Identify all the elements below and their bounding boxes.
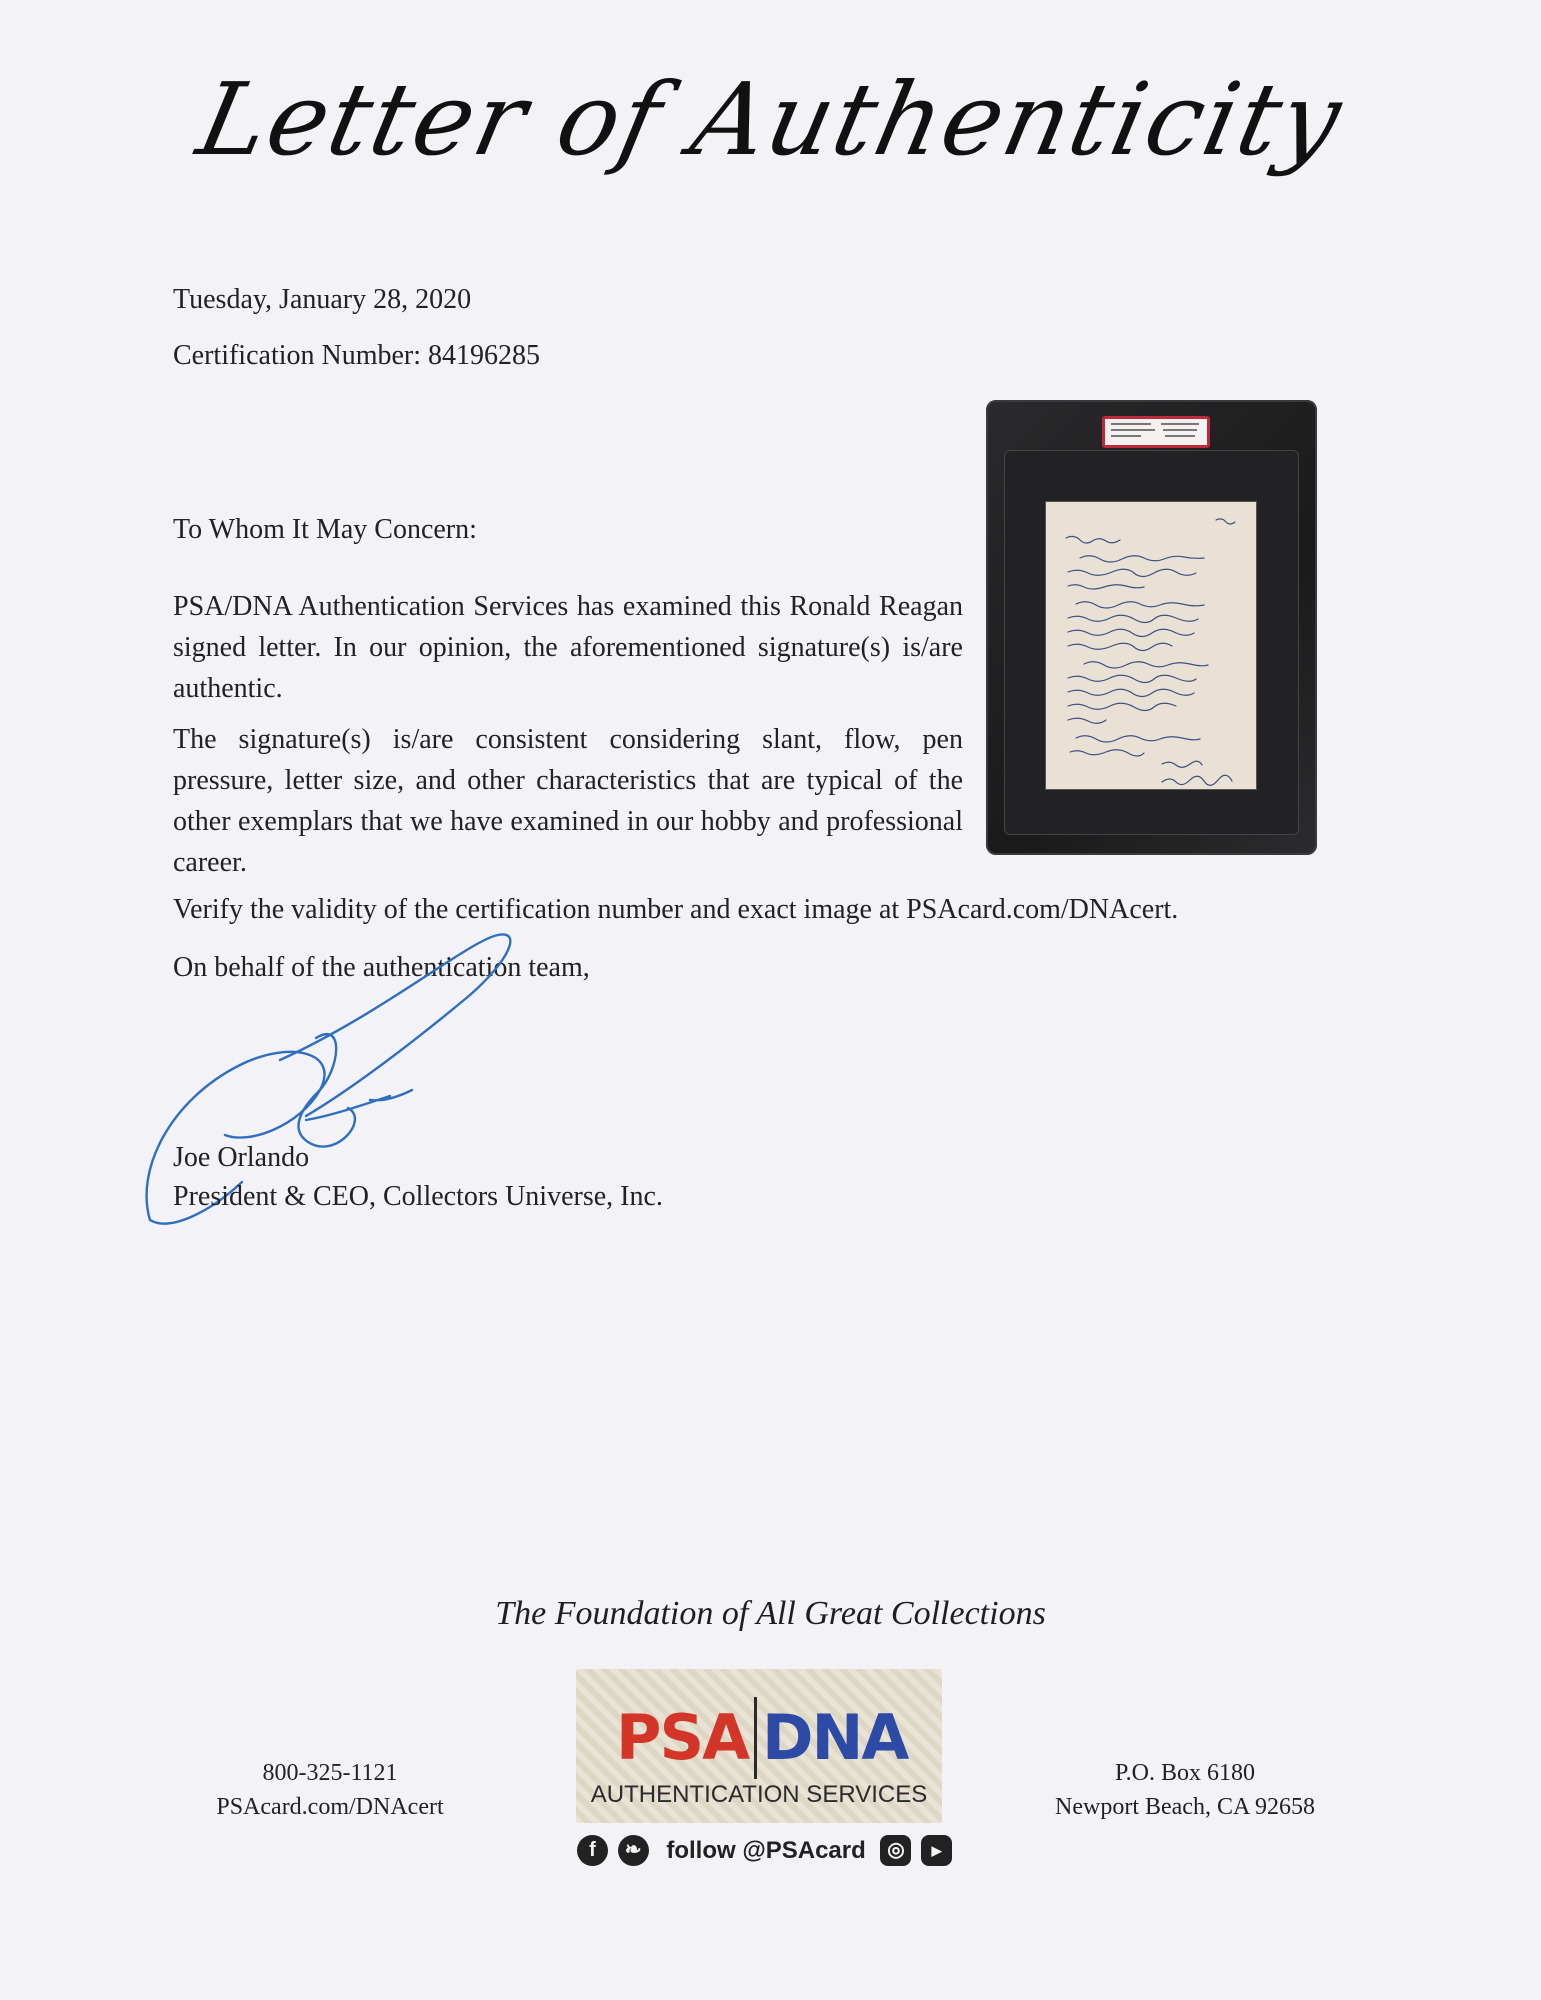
youtube-icon[interactable]: ▶ <box>921 1835 952 1866</box>
twitter-icon[interactable]: ❧ <box>618 1835 649 1866</box>
contact-right <box>1030 1756 1340 1824</box>
authentication-paragraph: PSA/DNA Authentication Services has examined this Ronald Reagan signed letter. In our opinion, the aforementioned signature(s) is/are authentic. <box>173 591 963 704</box>
signer-name: Joe Orlando <box>173 1142 310 1173</box>
letter-title: Letter of Authenticity <box>188 61 1353 178</box>
logo-divider <box>754 1697 757 1779</box>
slab-label <box>1102 416 1210 448</box>
consistency-paragraph: The signature(s) is/are consistent considering slant, flow, pen pressure, letter size, and other characteristics that are typical of the other exemplars that we have examined in our hobby and professional career. <box>173 724 963 878</box>
logo-dna-text: DNA <box>762 1701 908 1774</box>
graded-letter-slab <box>986 400 1317 855</box>
po-box: P.O. Box 6180 <box>1114 1760 1256 1786</box>
social-bar <box>577 1835 957 1875</box>
social-handle[interactable]: follow @PSAcard <box>666 1836 866 1864</box>
signer-title: President & CEO, Collectors Universe, Inc. <box>173 1181 663 1212</box>
instagram-icon[interactable]: ◎ <box>880 1835 911 1866</box>
tagline: The Foundation of All Great Collections <box>495 1595 1046 1632</box>
website-link[interactable]: PSAcard.com/DNAcert <box>216 1794 444 1820</box>
verify-statement: Verify the validity of the certification number and exact image at PSAcard.com/DNAcert. <box>173 894 1179 925</box>
handwriting-scribble <box>1046 502 1256 789</box>
certification-number: Certification Number: 84196285 <box>173 340 541 371</box>
logo-psa-text: PSA <box>616 1701 749 1774</box>
contact-left <box>180 1756 480 1824</box>
facebook-icon[interactable]: f <box>577 1835 608 1866</box>
salutation: To Whom It May Concern: <box>173 514 477 545</box>
phone-number: 800-325-1121 <box>262 1760 398 1786</box>
city-state-zip: Newport Beach, CA 92658 <box>1055 1794 1315 1820</box>
logo-subtitle: AUTHENTICATION SERVICES <box>590 1781 928 1808</box>
psa-dna-logo <box>576 1669 942 1823</box>
handwritten-letter-image <box>1046 502 1256 789</box>
letter-date: Tuesday, January 28, 2020 <box>173 284 472 315</box>
closing-line: On behalf of the authentication team, <box>173 952 590 983</box>
